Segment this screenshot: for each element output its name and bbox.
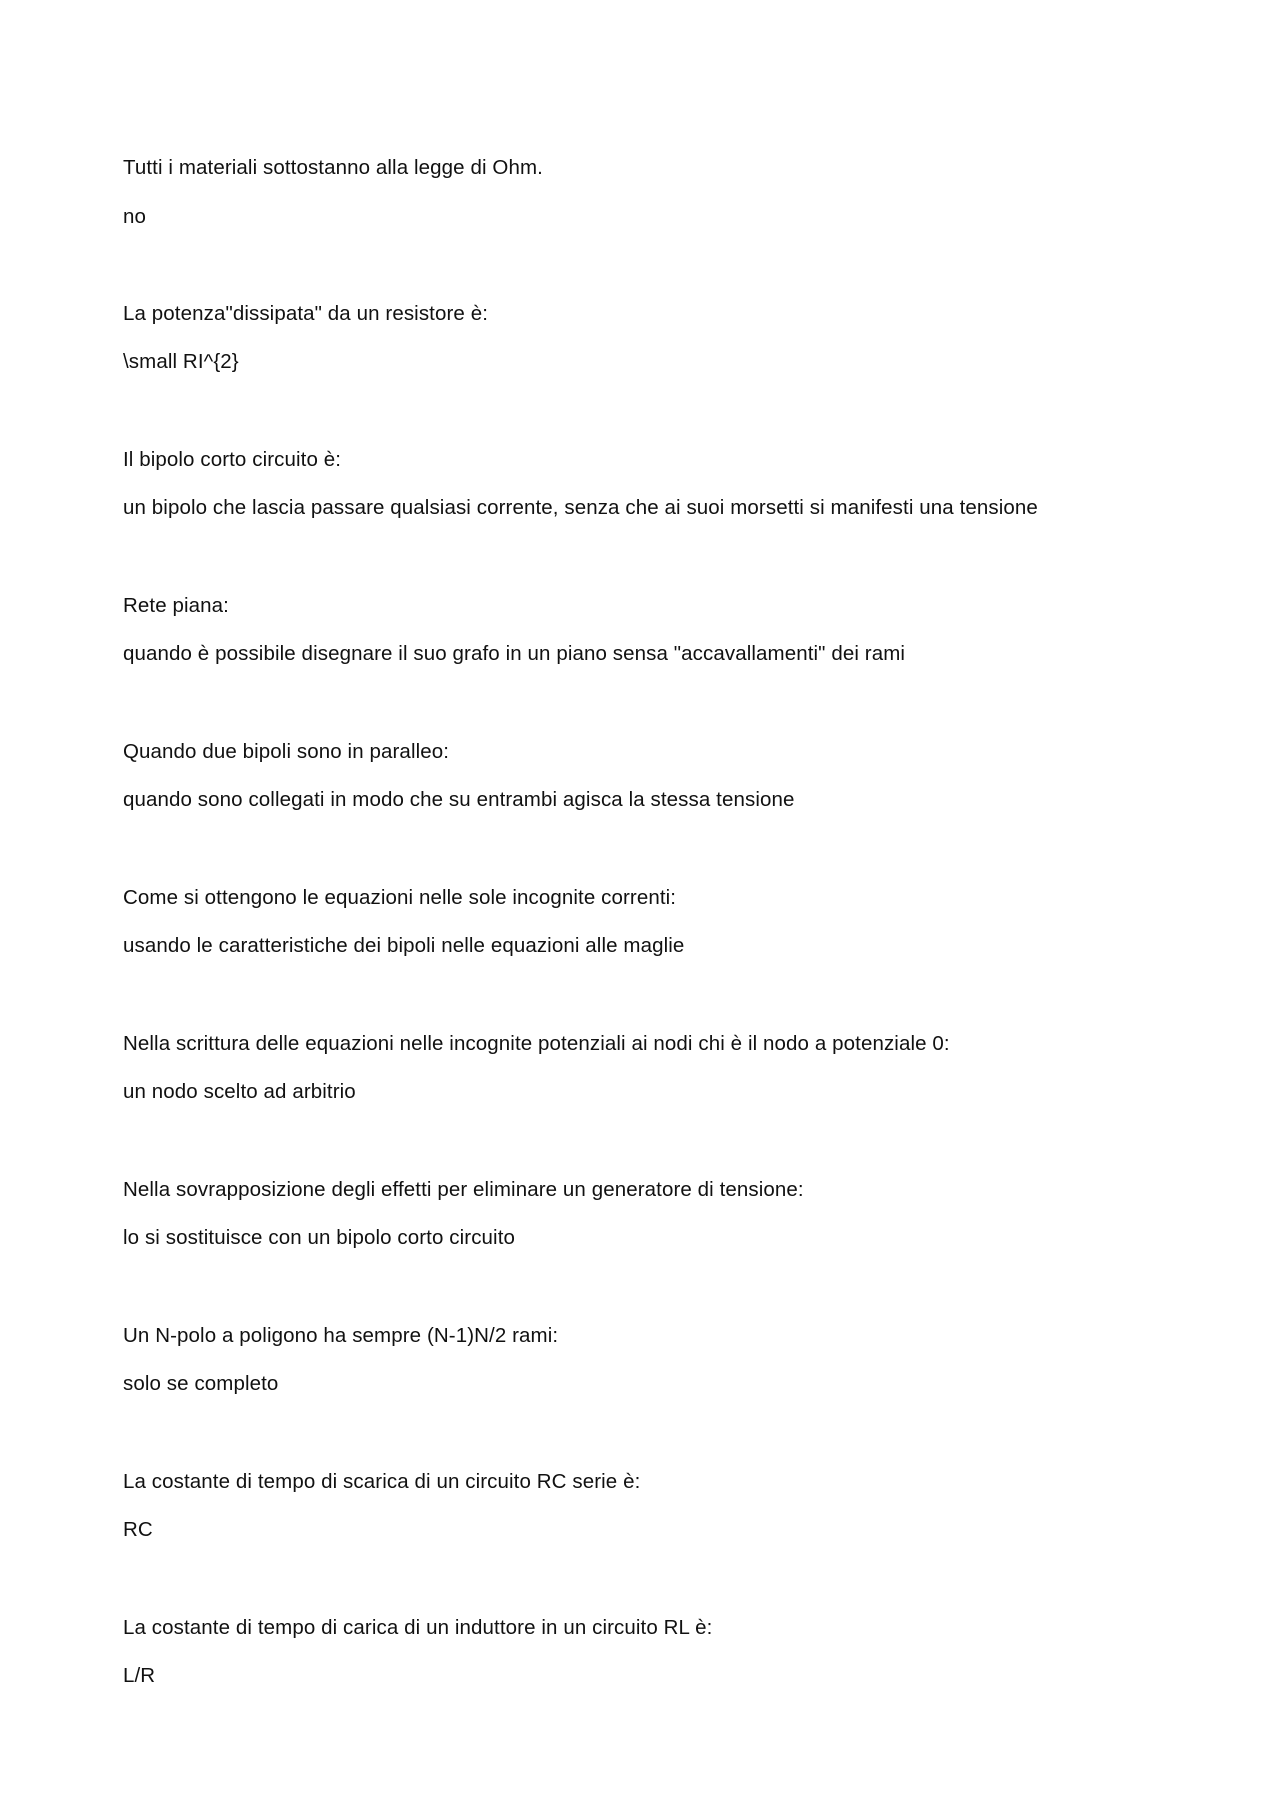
- question-8: Nella sovrapposizione degli effetti per eliminare un generatore di tensione:: [123, 1178, 804, 1201]
- question-5: Quando due bipoli sono in paralleo:: [123, 740, 450, 763]
- question-3: Il bipolo corto circuito è:: [123, 448, 342, 471]
- answer-5: quando sono collegati in modo che su entrambi agisca la stessa tensione: [123, 788, 795, 811]
- answer-4: quando è possibile disegnare il suo grafo in un piano sensa "accavallamenti" dei rami: [123, 642, 906, 665]
- answer-3: un bipolo che lascia passare qualsiasi corrente, senza che ai suoi morsetti si manifesti una tensione: [123, 496, 1038, 519]
- answer-1: no: [123, 205, 147, 228]
- answer-10: RC: [123, 1518, 153, 1541]
- question-10: La costante di tempo di scarica di un circuito RC serie è:: [123, 1470, 641, 1493]
- question-6: Come si ottengono le equazioni nelle sole incognite correnti:: [123, 886, 677, 909]
- answer-6: usando le caratteristiche dei bipoli nelle equazioni alle maglie: [123, 934, 685, 957]
- answer-7: un nodo scelto ad arbitrio: [123, 1080, 356, 1103]
- question-11: La costante di tempo di carica di un induttore in un circuito RL è:: [123, 1616, 713, 1639]
- question-2: La potenza"dissipata" da un resistore è:: [123, 302, 489, 325]
- question-4: Rete piana:: [123, 594, 229, 617]
- answer-11: L/R: [123, 1664, 156, 1687]
- question-7: Nella scrittura delle equazioni nelle incognite potenziali ai nodi chi è il nodo a potenziale 0:: [123, 1032, 950, 1055]
- answer-2: \small RI^{2}: [123, 350, 239, 373]
- answer-9: solo se completo: [123, 1372, 279, 1395]
- question-9: Un N-polo a poligono ha sempre (N-1)N/2 rami:: [123, 1324, 559, 1347]
- answer-8: lo si sostituisce con un bipolo corto circuito: [123, 1226, 516, 1249]
- question-1: Tutti i materiali sottostanno alla legge di Ohm.: [123, 156, 543, 179]
